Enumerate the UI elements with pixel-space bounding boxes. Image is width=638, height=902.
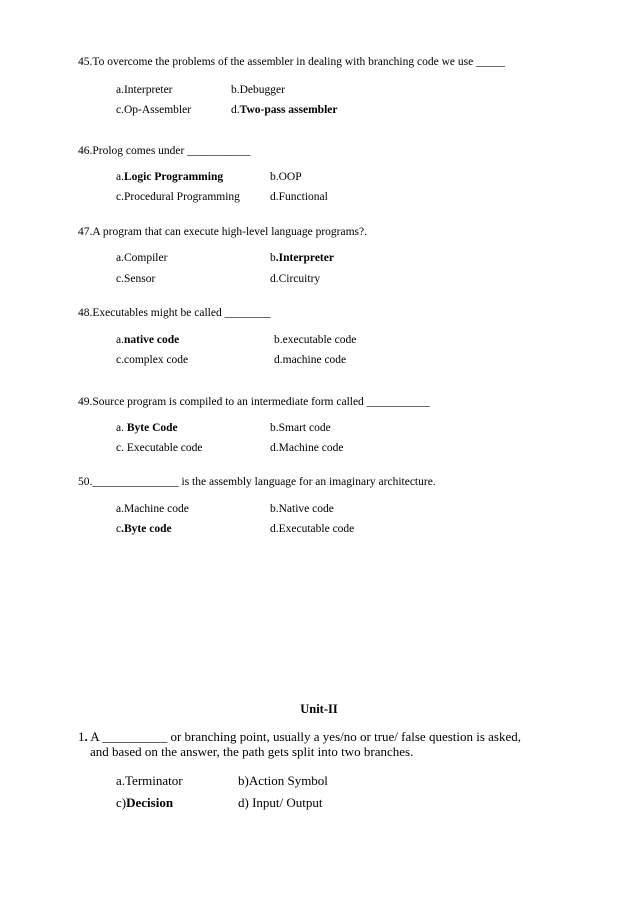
q50-option-d: d.Executable code (270, 523, 355, 535)
q45-option-d-prefix: d. (231, 104, 240, 116)
q46-option-a (116, 171, 223, 183)
q50-option-b: b.Native code (270, 503, 334, 515)
q49-option-b: b.Smart code (270, 422, 331, 434)
q49-option-d: d.Machine code (270, 442, 344, 454)
q45-option-c: c.Op-Assembler (116, 104, 192, 116)
question-47: 47.A program that can execute high-level language programs?. (78, 226, 367, 238)
unit-2-title: Unit-II (300, 702, 338, 716)
question-49: 49.Source program is compiled to an intermediate form called ___________ (78, 396, 430, 408)
q47-answer: .Interpreter (275, 252, 334, 264)
q45-option-d (231, 104, 337, 116)
q50-option-a: a.Machine code (116, 503, 189, 515)
question-45: 45.To overcome the problems of the assembler in dealing with branching code we use _____ (78, 56, 505, 68)
question-50: 50._______________ is the assembly language for an imaginary architecture. (78, 476, 436, 488)
q46-option-a-prefix: a. (116, 171, 124, 183)
unit2-q1-number: 1 (78, 729, 85, 744)
q47-option-b (270, 252, 334, 264)
q50-option-c-prefix: c (116, 523, 122, 535)
q49-option-a-prefix: a. (116, 422, 127, 434)
q48-option-c: c.complex code (116, 354, 189, 366)
unit2-q1-text: A __________ or branching point, usually a yes/no or true/ false question is asked, (87, 729, 522, 744)
unit2-question-1-line1 (78, 729, 521, 745)
q48-option-b: b.executable code (274, 334, 357, 346)
q46-answer: Logic Programming (123, 171, 224, 183)
q45-option-a: a.Interpreter (116, 84, 173, 96)
q47-option-a: a.Compiler (116, 252, 168, 264)
q48-answer: native code (123, 334, 180, 346)
q47-option-b-prefix: b (270, 252, 276, 264)
unit2-q1-option-c (116, 795, 173, 811)
question-46: 46.Prolog comes under ___________ (78, 145, 251, 157)
q47-option-c: c.Sensor (116, 273, 156, 285)
q45-answer: Two-pass assembler (239, 104, 338, 116)
q50-answer: .Byte code (121, 523, 172, 535)
unit2-q1-option-d: d) Input/ Output (238, 795, 323, 810)
question-48: 48.Executables might be called ________ (78, 307, 271, 319)
unit2-q1-answer: Decision (126, 795, 174, 810)
unit2-q1-dot: . (84, 729, 88, 744)
q47-option-d: d.Circuitry (270, 273, 321, 285)
q48-option-d: d.machine code (274, 354, 347, 366)
unit2-q1-option-c-prefix: c) (116, 795, 127, 810)
q48-option-a (116, 334, 179, 346)
q46-option-d: d.Functional (270, 191, 328, 203)
q46-option-c: c.Procedural Programming (116, 191, 240, 203)
q49-answer: Byte Code (126, 422, 178, 434)
q49-option-a (116, 422, 178, 434)
q48-option-a-prefix: a. (116, 334, 124, 346)
q46-option-b: b.OOP (270, 171, 302, 183)
q50-option-c (116, 523, 172, 535)
unit2-q1-option-b: b)Action Symbol (238, 773, 328, 788)
unit2-q1-option-a: a.Terminator (116, 773, 183, 788)
q49-option-c: c. Executable code (116, 442, 203, 454)
unit2-question-1-line2: and based on the answer, the path gets split into two branches. (90, 744, 414, 759)
q45-option-b: b.Debugger (231, 84, 285, 96)
